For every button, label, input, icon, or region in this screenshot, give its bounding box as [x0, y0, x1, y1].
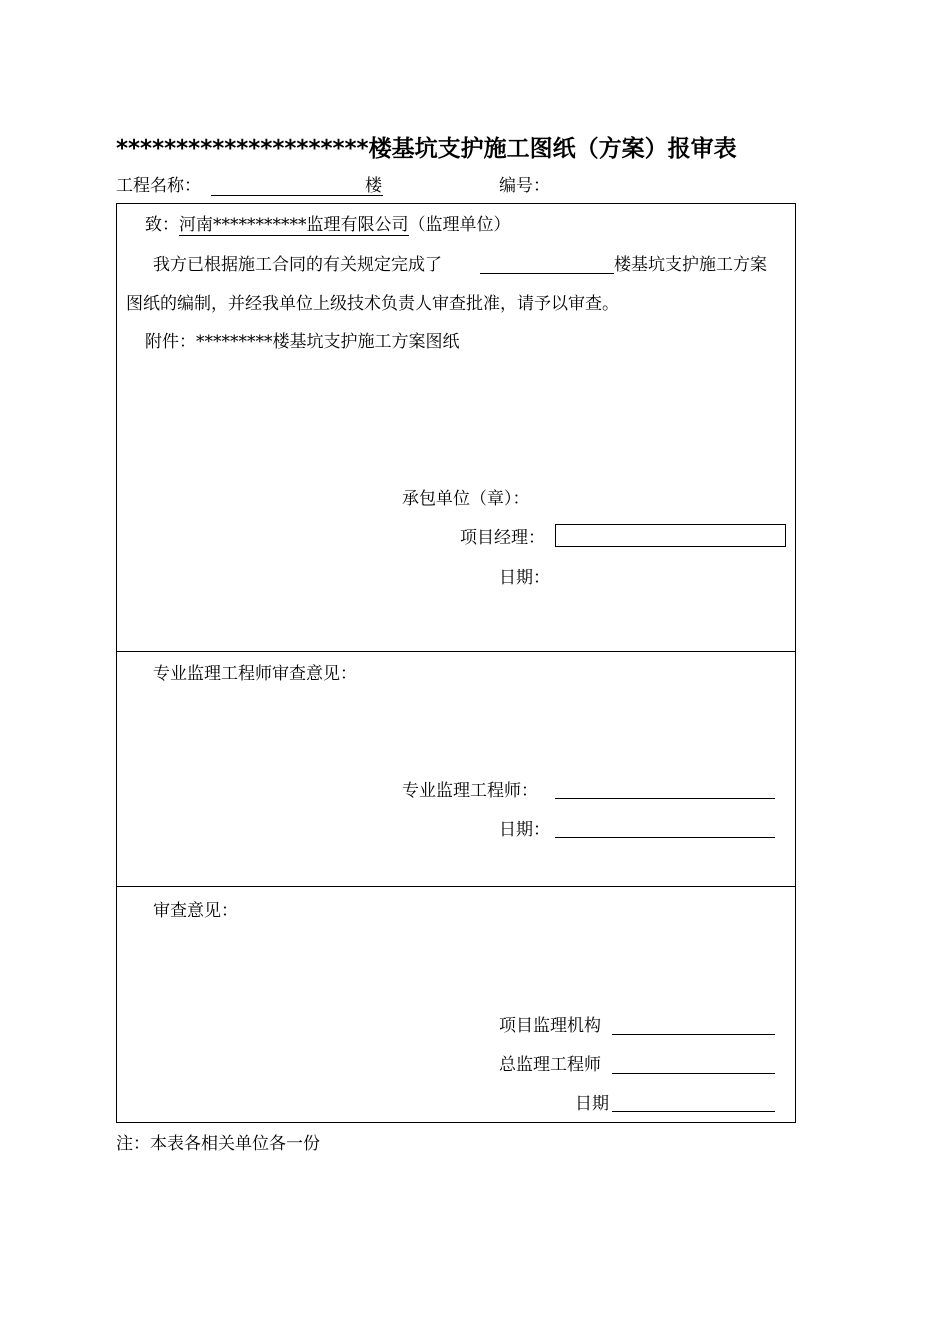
row-divider-2 — [116, 886, 796, 887]
row-divider-1 — [116, 651, 796, 652]
supervision-org-field[interactable] — [612, 1034, 775, 1035]
body-line-blank[interactable] — [480, 273, 614, 274]
chief-engineer-field[interactable] — [612, 1073, 775, 1074]
body-line-1a: 我方已根据施工合同的有关规定完成了 — [153, 255, 442, 275]
engineer-field[interactable] — [555, 798, 775, 799]
supervision-org-label: 项目监理机构 — [499, 1016, 601, 1036]
project-name-label: 工程名称： — [116, 176, 201, 196]
review-date-label: 日期 — [575, 1094, 609, 1114]
attachment-line: 附件：*********楼基坑支护施工方案图纸 — [145, 332, 460, 352]
body-line-1b: 楼基坑支护施工方案 — [614, 255, 767, 275]
footnote: 注：本表各相关单位各一份 — [116, 1134, 320, 1154]
engineer-date-label: 日期： — [499, 820, 550, 840]
chief-engineer-label: 总监理工程师 — [499, 1055, 601, 1075]
page-title: *********************楼基坑支护施工图纸（方案）报审表 — [116, 136, 737, 162]
engineer-date-field[interactable] — [555, 837, 775, 838]
review-heading: 审查意见： — [153, 901, 238, 921]
engineer-review-heading: 专业监理工程师审查意见： — [153, 664, 357, 684]
body-line-2: 图纸的编制，并经我单位上级技术负责人审查批准，请予以审查。 — [126, 294, 619, 314]
project-manager-field[interactable] — [555, 524, 786, 547]
project-name-field[interactable] — [211, 195, 383, 196]
addressee-suffix: （监理单位） — [408, 215, 511, 235]
number-label: 编号： — [499, 176, 550, 196]
project-name-suffix: 楼 — [365, 176, 382, 196]
contractor-date-label: 日期： — [499, 568, 550, 588]
review-date-field[interactable] — [612, 1111, 775, 1112]
addressee-line — [145, 214, 511, 236]
addressee-company: 河南***********监理有限公司 — [179, 215, 409, 235]
contractor-label: 承包单位（章）： — [402, 489, 530, 509]
engineer-label: 专业监理工程师： — [402, 781, 538, 801]
addressee-prefix: 致： — [145, 215, 179, 235]
project-manager-label: 项目经理： — [460, 528, 545, 548]
